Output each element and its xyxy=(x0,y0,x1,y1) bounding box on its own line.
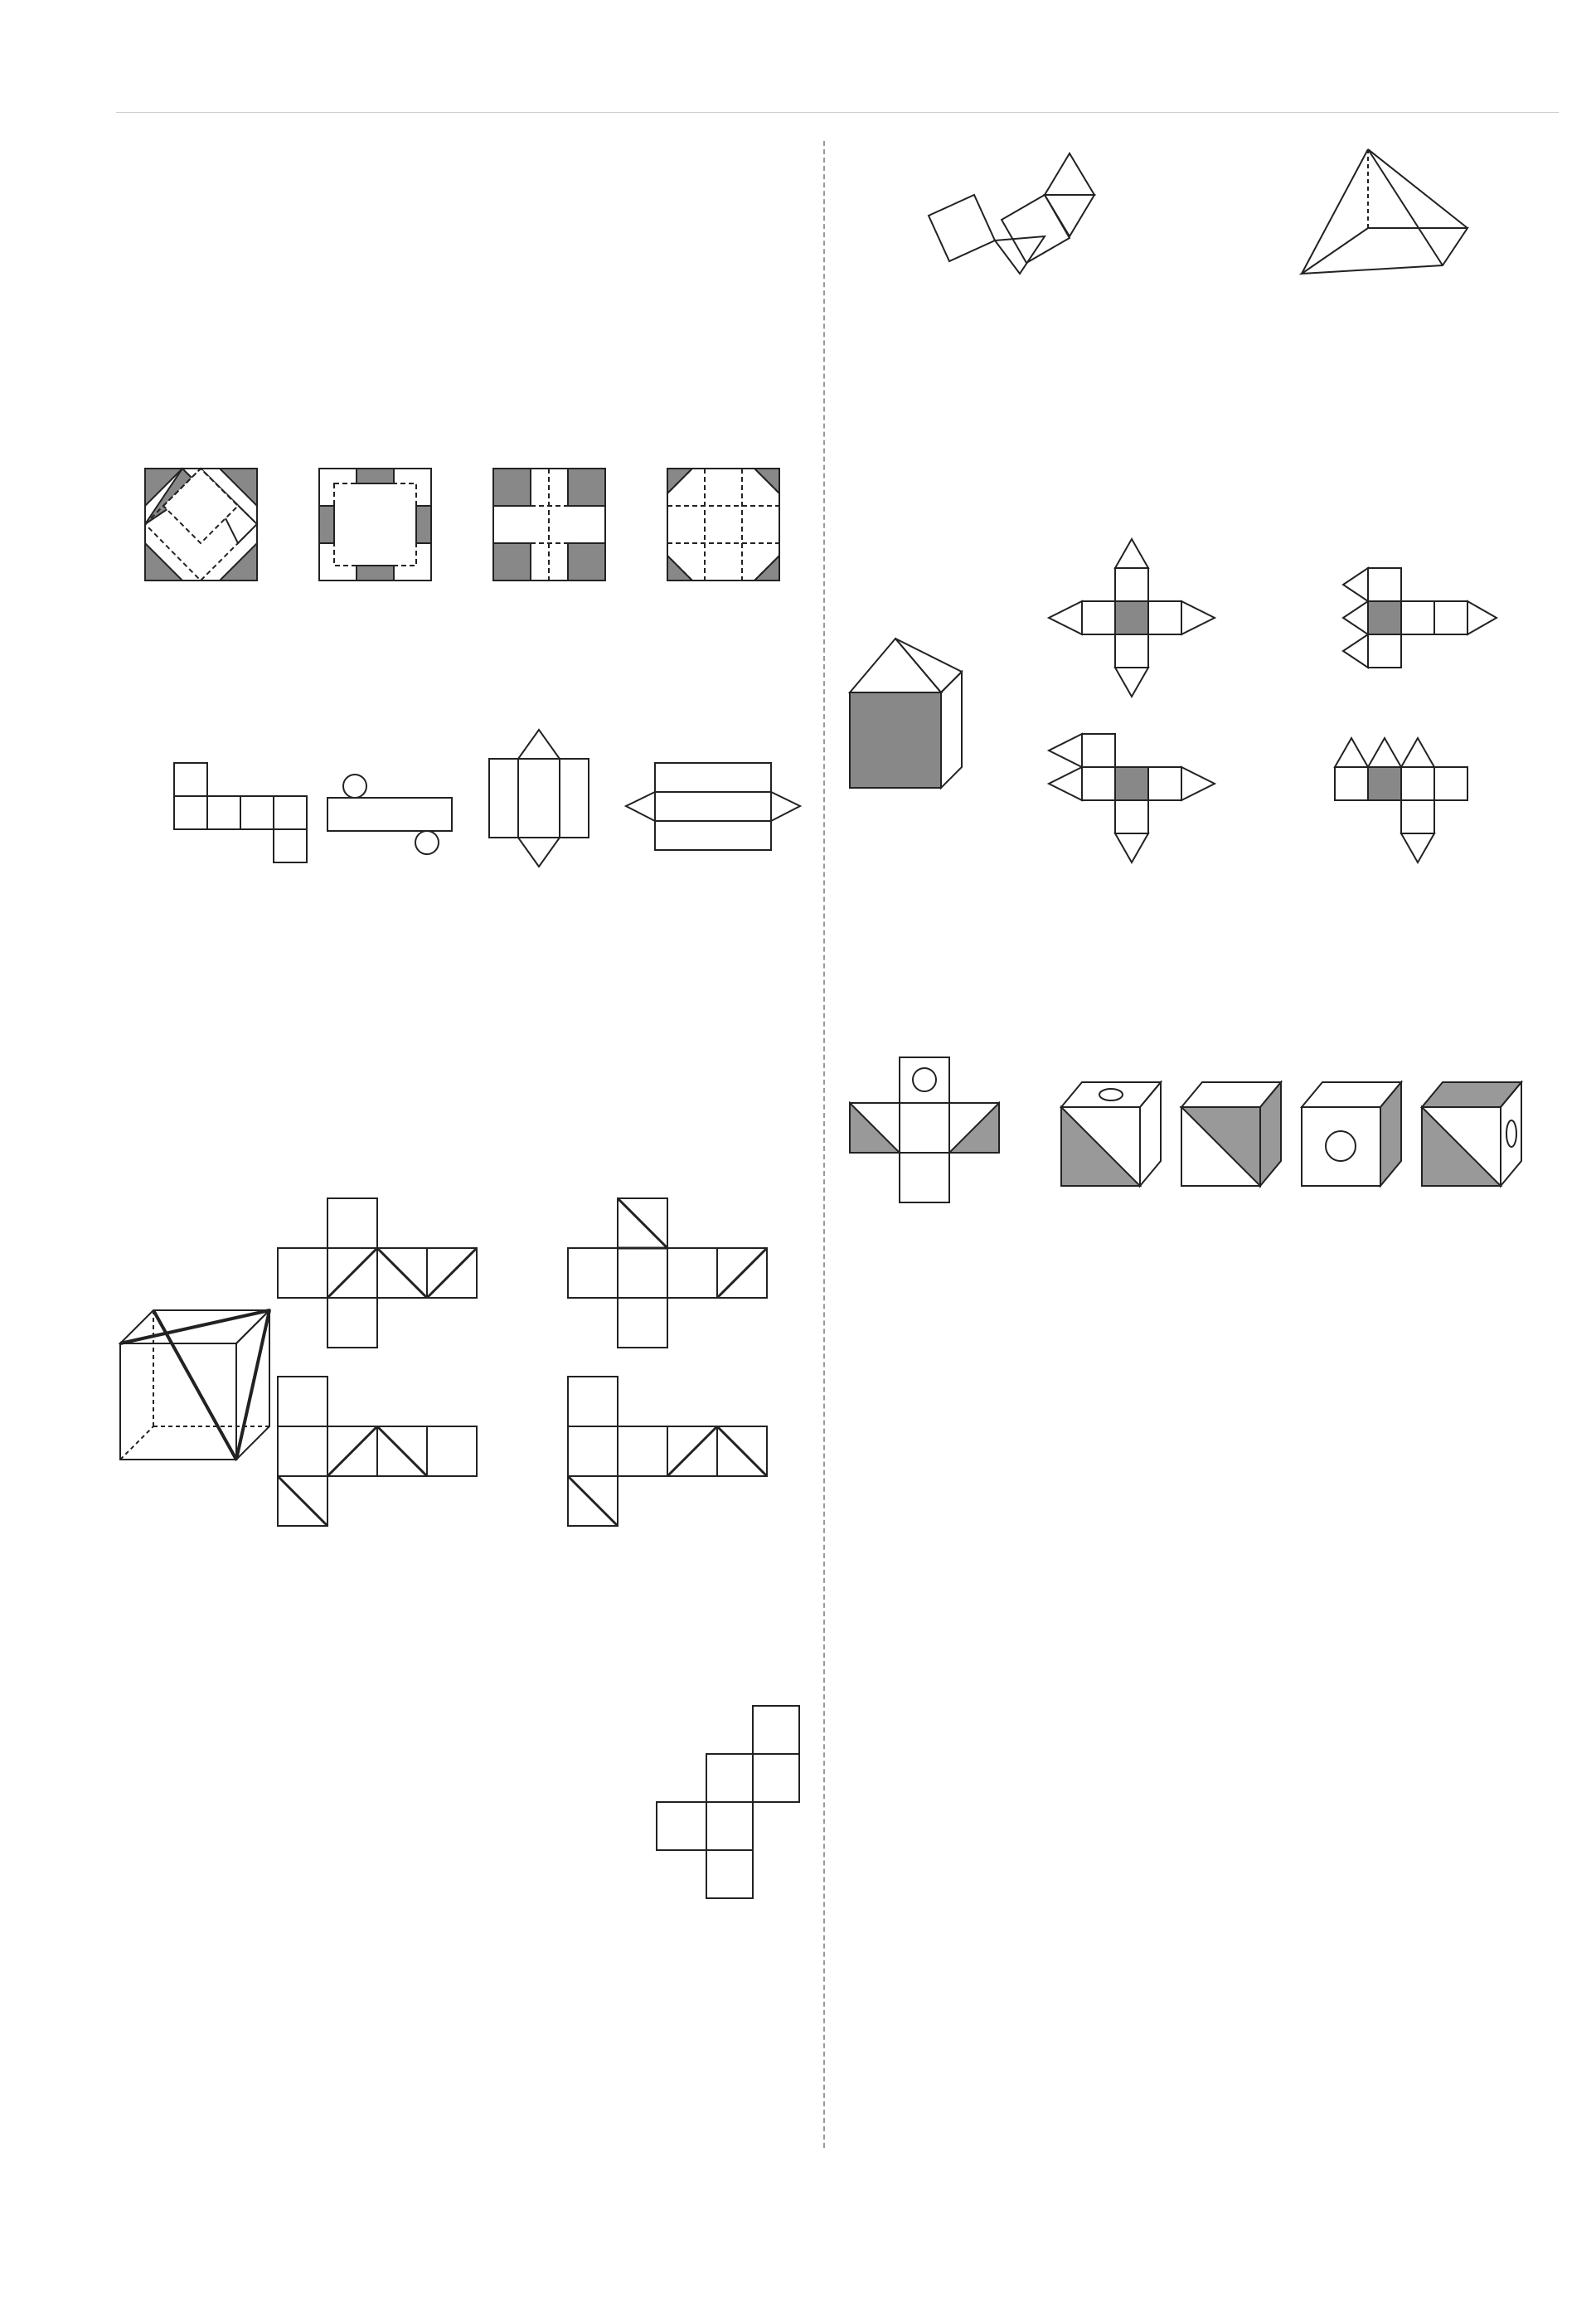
q7-figures xyxy=(166,730,813,871)
q10-net-answer xyxy=(929,153,1094,274)
q8-net-a xyxy=(278,1198,477,1348)
column-divider xyxy=(823,141,825,2148)
q13-grid xyxy=(1036,1516,1393,1781)
q7-prism-net-2 xyxy=(626,763,800,850)
q8-cube xyxy=(120,1310,269,1460)
q6-fig-b xyxy=(319,469,431,580)
q9-net xyxy=(655,1704,801,1905)
q12-box-b xyxy=(1181,1082,1281,1186)
q12-box-c xyxy=(1302,1082,1401,1186)
q7-cylinder-net xyxy=(327,775,452,854)
q6-figures xyxy=(141,464,804,589)
q6-fig-d xyxy=(667,469,779,580)
q12-figures xyxy=(850,1057,1538,1223)
q11-solid xyxy=(850,639,962,788)
q10-pyramid xyxy=(1302,149,1467,274)
section-extension xyxy=(1070,305,1099,337)
q11-net-c xyxy=(1049,734,1215,862)
q11-net-a xyxy=(1049,539,1215,697)
section-ability xyxy=(348,299,378,330)
q8-net-d xyxy=(568,1377,767,1526)
q11-net-d xyxy=(1335,738,1467,862)
q12-box-a xyxy=(1061,1082,1161,1186)
q8-net-b xyxy=(568,1198,767,1348)
q11-figures xyxy=(846,551,1542,883)
q6-fig-c xyxy=(493,469,605,580)
q6-fig-a xyxy=(145,469,257,580)
q13-answer-grid xyxy=(1036,1839,1393,2105)
q8-net-c xyxy=(278,1377,477,1526)
q12-box-d xyxy=(1422,1082,1521,1186)
q10-figures xyxy=(929,149,1526,282)
q12-net xyxy=(850,1057,999,1202)
q7-prism-net-1 xyxy=(489,730,589,867)
header-rule xyxy=(116,112,1559,113)
q7-cube-net xyxy=(174,763,307,862)
q11-net-b xyxy=(1343,568,1497,668)
q8-figures xyxy=(116,1194,796,1526)
footer xyxy=(116,2160,131,2201)
